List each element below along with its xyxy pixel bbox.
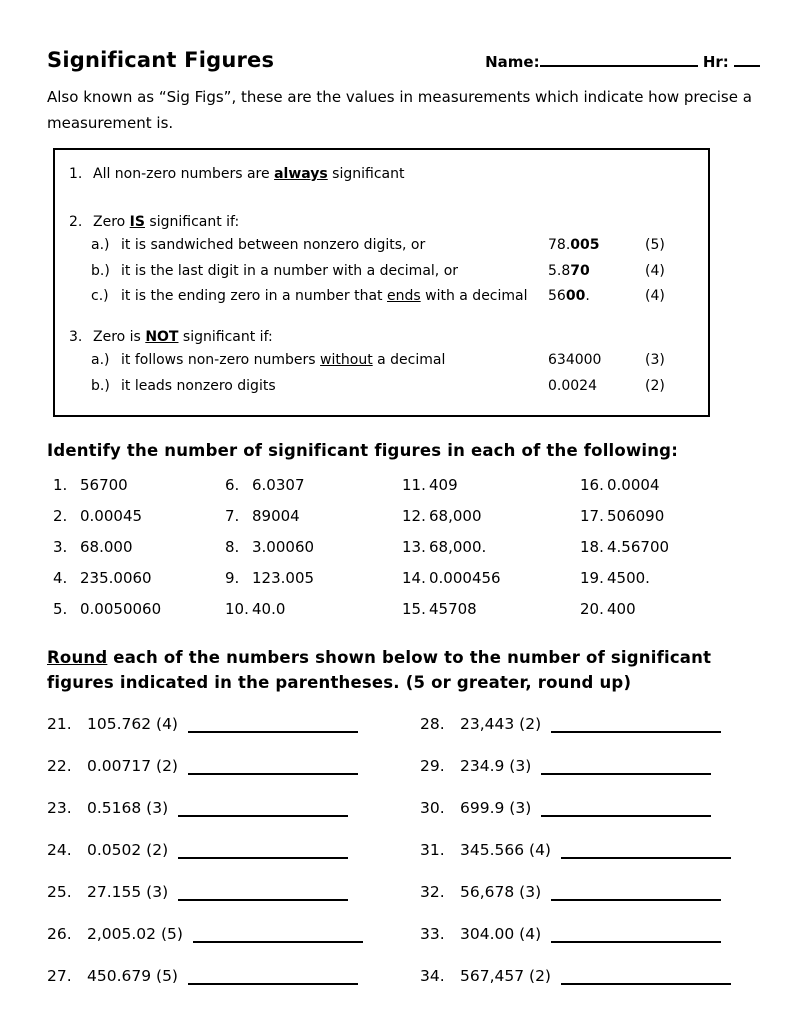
rule-2c xyxy=(69,284,708,309)
round-item xyxy=(420,925,760,943)
question-value: 68,000. xyxy=(429,538,487,557)
question-value: 23,443 (2) xyxy=(460,714,542,733)
rule-text: significant if: xyxy=(144,213,240,230)
subrule-text-pre: it leads nonzero digits xyxy=(121,377,276,394)
example-pre: 56 xyxy=(548,288,566,305)
answer-blank xyxy=(178,854,348,859)
question-value: 0.0050060 xyxy=(80,600,162,619)
rule-3a xyxy=(69,348,708,373)
example-pre: 0.0024 xyxy=(548,377,597,394)
identify-item xyxy=(402,600,580,618)
rule-text: All non-zero numbers are xyxy=(93,165,275,182)
question-value: 27.155 (3) xyxy=(87,882,169,901)
example-value xyxy=(548,374,645,399)
round-item xyxy=(47,883,420,901)
example-pre: 5.8 xyxy=(548,262,571,279)
question-number: 21. xyxy=(47,714,72,733)
example-count: (2) xyxy=(645,377,665,394)
answer-blank xyxy=(188,770,358,775)
question-number: 34. xyxy=(420,966,445,985)
question-number: 19. xyxy=(580,569,604,588)
question-number: 14. xyxy=(402,569,426,588)
subrule-text xyxy=(121,233,548,258)
identify-item xyxy=(402,476,580,494)
identify-item xyxy=(53,569,225,587)
question-number: 26. xyxy=(47,924,72,943)
subrule-text xyxy=(121,374,548,399)
example-pre: 634000 xyxy=(548,352,602,369)
identify-item xyxy=(402,538,580,556)
identify-item xyxy=(53,600,225,618)
subrule-label: a.) xyxy=(91,237,110,254)
answer-blank xyxy=(193,938,363,943)
identify-item xyxy=(580,507,760,525)
round-item xyxy=(420,967,760,985)
question-number: 9. xyxy=(225,569,240,588)
subrule-label: b.) xyxy=(91,377,110,394)
example-count: (4) xyxy=(645,288,665,305)
question-value: 0.000456 xyxy=(429,569,501,588)
round-item xyxy=(420,715,760,733)
question-number: 7. xyxy=(225,507,240,526)
question-number: 4. xyxy=(53,569,68,588)
question-value: 56,678 (3) xyxy=(460,882,542,901)
question-value: 450.679 (5) xyxy=(87,966,178,985)
subrule-text-post: a decimal xyxy=(372,352,446,369)
subrule-text xyxy=(121,284,548,309)
example-value xyxy=(548,259,645,284)
example-count: (3) xyxy=(645,352,665,369)
question-value: 105.762 (4) xyxy=(87,714,178,733)
round-item xyxy=(47,757,420,775)
rule-2b xyxy=(69,259,708,284)
question-number: 15. xyxy=(402,600,426,619)
round-item xyxy=(420,799,760,817)
question-number: 33. xyxy=(420,924,445,943)
question-number: 1. xyxy=(53,476,68,495)
example-bold: 00 xyxy=(565,288,586,305)
question-number: 32. xyxy=(420,882,445,901)
name-label: Name: xyxy=(485,53,540,71)
question-value: 0.0502 (2) xyxy=(87,840,169,859)
question-value: 4.56700 xyxy=(607,538,670,557)
question-value: 45708 xyxy=(429,600,477,619)
rule-1 xyxy=(69,163,708,185)
round-item xyxy=(47,925,420,943)
identify-heading: Identify the number of significant figures in each of the following: xyxy=(47,441,678,461)
question-number: 18. xyxy=(580,538,604,557)
subrule-underline: without xyxy=(320,352,373,369)
identify-item xyxy=(53,507,225,525)
rule-2a xyxy=(69,233,708,258)
question-number: 10. xyxy=(225,600,249,619)
question-value: 235.0060 xyxy=(80,569,152,588)
question-value: 40.0 xyxy=(252,600,286,619)
round-item xyxy=(47,841,420,859)
subrule-underline: ends xyxy=(387,288,421,305)
rule-emphasis: IS xyxy=(129,213,145,230)
round-item xyxy=(47,967,420,985)
question-number: 24. xyxy=(47,840,72,859)
round-item xyxy=(420,883,760,901)
identify-grid xyxy=(53,476,760,618)
identify-item xyxy=(225,569,402,587)
question-value: 4500. xyxy=(607,569,650,588)
subrule-label: c.) xyxy=(91,288,109,305)
question-value: 6.0307 xyxy=(252,476,305,495)
question-value: 234.9 (3) xyxy=(460,756,532,775)
identify-item xyxy=(580,538,760,556)
rule-number: 1. xyxy=(69,165,83,182)
round-item xyxy=(420,841,760,859)
identify-item xyxy=(580,569,760,587)
question-number: 6. xyxy=(225,476,240,495)
spacer xyxy=(69,185,708,211)
question-value: 89004 xyxy=(252,507,300,526)
subrule-text xyxy=(121,348,548,373)
answer-blank xyxy=(541,770,711,775)
round-item xyxy=(47,715,420,733)
subrule-text-post: with a decimal xyxy=(420,288,528,305)
example-bold: 005 xyxy=(570,237,600,254)
question-number: 3. xyxy=(53,538,68,557)
round-heading-rest: each of the numbers shown below to the number of significant figures indicated in the parentheses. (5 or greater, round up) xyxy=(47,648,712,692)
question-value: 68.000 xyxy=(80,538,133,557)
question-value: 409 xyxy=(429,476,458,495)
identify-item xyxy=(225,600,402,618)
question-value: 567,457 (2) xyxy=(460,966,551,985)
rule-number: 3. xyxy=(69,328,83,345)
rule-3 xyxy=(69,326,708,348)
question-number: 29. xyxy=(420,756,445,775)
round-heading xyxy=(47,646,783,696)
identify-item xyxy=(402,569,580,587)
identify-item xyxy=(225,507,402,525)
subrule-text xyxy=(121,259,548,284)
rule-text: Zero is xyxy=(93,328,146,345)
rule-text: Zero xyxy=(93,213,130,230)
question-number: 11. xyxy=(402,476,426,495)
question-value: 304.00 (4) xyxy=(460,924,542,943)
rule-number: 2. xyxy=(69,213,83,230)
question-number: 25. xyxy=(47,882,72,901)
subrule-label: a.) xyxy=(91,352,110,369)
answer-blank xyxy=(551,728,721,733)
question-number: 22. xyxy=(47,756,72,775)
question-value: 0.5168 (3) xyxy=(87,798,169,817)
answer-blank xyxy=(551,896,721,901)
question-value: 2,005.02 (5) xyxy=(87,924,183,943)
answer-blank xyxy=(188,980,358,985)
example-value xyxy=(548,233,645,258)
question-number: 20. xyxy=(580,600,604,619)
rule-3b xyxy=(69,374,708,399)
question-number: 27. xyxy=(47,966,72,985)
question-value: 123.005 xyxy=(252,569,315,588)
question-number: 5. xyxy=(53,600,68,619)
rule-2 xyxy=(69,211,708,233)
rule-emphasis: always xyxy=(274,165,328,182)
identify-item xyxy=(53,538,225,556)
question-value: 0.00717 (2) xyxy=(87,756,178,775)
subrule-text-pre: it follows non-zero numbers xyxy=(121,352,321,369)
question-value: 345.566 (4) xyxy=(460,840,551,859)
page-title: Significant Figures xyxy=(47,48,275,72)
question-value: 506090 xyxy=(607,507,665,526)
question-number: 31. xyxy=(420,840,445,859)
example-count: (4) xyxy=(645,262,665,279)
example-count: (5) xyxy=(645,237,665,254)
question-value: 56700 xyxy=(80,476,128,495)
identify-item xyxy=(225,538,402,556)
header xyxy=(47,48,760,72)
identify-item xyxy=(225,476,402,494)
rule-text: significant xyxy=(327,165,405,182)
example-pre: 78. xyxy=(548,237,571,254)
spacer xyxy=(69,310,708,326)
answer-blank xyxy=(561,854,731,859)
example-bold: 70 xyxy=(570,262,590,279)
hr-blank xyxy=(734,65,760,67)
rules-box xyxy=(53,148,710,418)
example-value xyxy=(548,348,645,373)
example-value xyxy=(548,284,645,309)
subrule-text-pre: it is sandwiched between nonzero digits, or xyxy=(121,237,426,254)
answer-blank xyxy=(178,812,348,817)
name-blank xyxy=(540,65,698,67)
round-item xyxy=(47,799,420,817)
identify-item xyxy=(580,600,760,618)
round-item xyxy=(420,757,760,775)
name-hr-area xyxy=(485,53,760,71)
example-post: . xyxy=(585,288,590,305)
rule-emphasis: NOT xyxy=(145,328,179,345)
question-number: 8. xyxy=(225,538,240,557)
answer-blank xyxy=(178,896,348,901)
question-number: 28. xyxy=(420,714,445,733)
question-number: 16. xyxy=(580,476,604,495)
question-number: 12. xyxy=(402,507,426,526)
answer-blank xyxy=(188,728,358,733)
subrule-label: b.) xyxy=(91,262,110,279)
identify-item xyxy=(580,476,760,494)
identify-item xyxy=(402,507,580,525)
question-number: 30. xyxy=(420,798,445,817)
question-value: 699.9 (3) xyxy=(460,798,532,817)
question-value: 0.00045 xyxy=(80,507,143,526)
round-grid xyxy=(47,715,760,985)
question-number: 2. xyxy=(53,507,68,526)
question-value: 3.00060 xyxy=(252,538,315,557)
hr-label: Hr: xyxy=(702,53,729,71)
question-value: 68,000 xyxy=(429,507,482,526)
question-value: 0.0004 xyxy=(607,476,660,495)
answer-blank xyxy=(541,812,711,817)
intro-text: Also known as “Sig Figs”, these are the values in measurements which indicate how precise a measurement is. xyxy=(47,88,752,132)
subrule-text-pre: it is the ending zero in a number that xyxy=(121,288,387,305)
question-number: 23. xyxy=(47,798,72,817)
answer-blank xyxy=(561,980,731,985)
question-number: 17. xyxy=(580,507,604,526)
rule-text: significant if: xyxy=(178,328,273,345)
answer-blank xyxy=(551,938,721,943)
question-value: 400 xyxy=(607,600,636,619)
round-heading-underline: Round xyxy=(47,648,108,668)
question-number: 13. xyxy=(402,538,426,557)
subrule-text-pre: it is the last digit in a number with a decimal, or xyxy=(121,262,459,279)
identify-item xyxy=(53,476,225,494)
